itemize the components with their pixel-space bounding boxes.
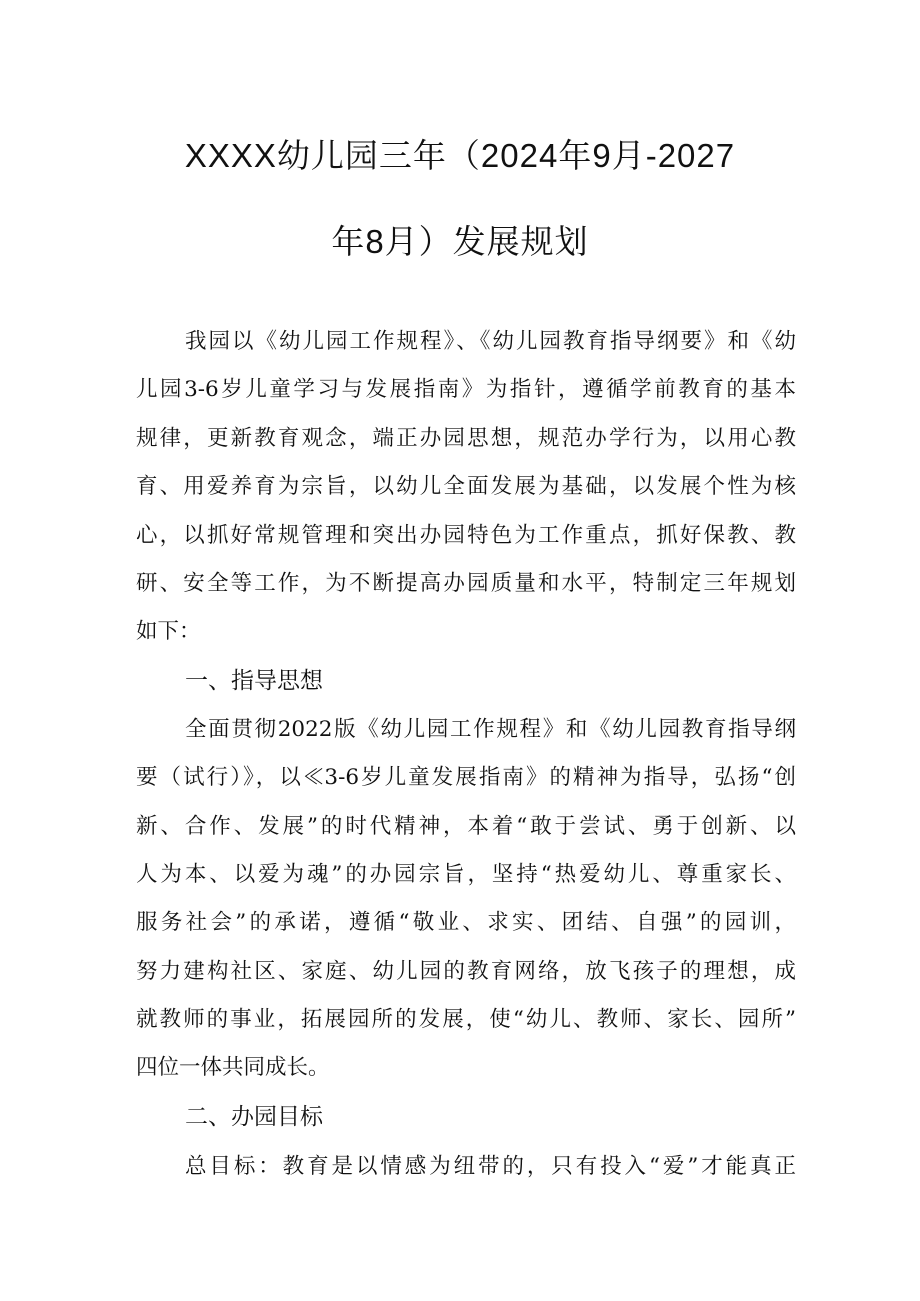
section-heading-school-goals: 二、办园目标 bbox=[185, 1104, 323, 1130]
intro-paragraph-line: 如下： bbox=[136, 619, 201, 644]
document-title-line-1: XXXX幼儿园三年（2024年9月-2027 bbox=[184, 137, 736, 174]
section1-paragraph-line: 服务社会”的承诺，遵循“敬业、求实、团结、自强”的园训， bbox=[136, 910, 796, 935]
intro-paragraph-line: 心，以抓好常规管理和突出办园特色为工作重点，抓好保教、教 bbox=[136, 523, 796, 548]
document-title-line-2: 年8月）发展规划 bbox=[331, 223, 589, 260]
intro-paragraph-line: 研、安全等工作，为不断提高办园质量和水平，特制定三年规划 bbox=[136, 571, 796, 596]
intro-paragraph-line: 儿园3-6岁儿童学习与发展指南》为指针，遵循学前教育的基本 bbox=[136, 377, 796, 402]
section1-paragraph-line: 全面贯彻2022版《幼儿园工作规程》和《幼儿园教育指导纲 bbox=[185, 717, 796, 742]
section2-paragraph-line: 总目标：教育是以情感为纽带的，只有投入“爱”才能真正 bbox=[185, 1154, 796, 1179]
intro-paragraph-line: 规律，更新教育观念，端正办园思想，规范办学行为，以用心教 bbox=[136, 426, 796, 451]
intro-paragraph-line: 育、用爱养育为宗旨，以幼儿全面发展为基础，以发展个性为核 bbox=[136, 474, 796, 499]
section1-paragraph-line: 要（试行）》，以≪3-6岁儿童发展指南》的精神为指导，弘扬“创 bbox=[136, 765, 796, 790]
section1-paragraph-line: 就教师的事业，拓展园所的发展，使“幼儿、教师、家长、园所” bbox=[136, 1007, 796, 1032]
section1-paragraph-line: 人为本、以爱为魂”的办园宗旨，坚持“热爱幼儿、尊重家长、 bbox=[136, 862, 796, 887]
section1-paragraph-line: 新、合作、发展”的时代精神，本着“敢于尝试、勇于创新、以 bbox=[136, 814, 796, 839]
section1-paragraph-line: 四位一体共同成长。 bbox=[136, 1055, 330, 1080]
intro-paragraph-line: 我园以《幼儿园工作规程》、《幼儿园教育指导纲要》和《幼 bbox=[185, 329, 796, 354]
section-heading-guiding-ideology: 一、指导思想 bbox=[185, 668, 323, 694]
section1-paragraph-line: 努力建构社区、家庭、幼儿园的教育网络，放飞孩子的理想，成 bbox=[136, 959, 796, 984]
